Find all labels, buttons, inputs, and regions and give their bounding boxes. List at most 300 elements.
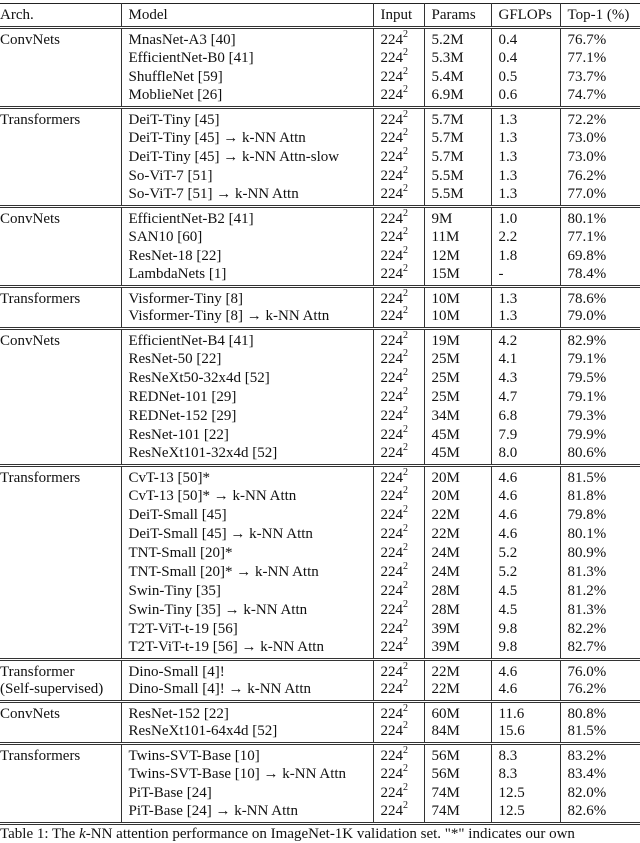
cell-arch (0, 639, 121, 660)
cell-model: PiT-Base [24] → k-NN Attn (121, 803, 373, 824)
cell-params: 20M (424, 487, 491, 506)
table-caption (0, 826, 640, 843)
cell-model: ShuffleNet [59] (121, 68, 373, 87)
cell-model: DeiT-Small [45] (121, 506, 373, 525)
cell-top1: 80.1% (560, 207, 640, 229)
cell-top1: 81.8% (560, 487, 640, 506)
cell-arch (0, 148, 121, 167)
cell-gflops: 9.8 (491, 620, 560, 639)
cell-params: 24M (424, 563, 491, 582)
cell-arch (0, 68, 121, 87)
cell-params: 15M (424, 266, 491, 287)
table-row (0, 148, 640, 167)
input-exponent: 2 (403, 763, 408, 774)
cell-arch: ConvNets (0, 706, 60, 722)
cell-input (373, 702, 424, 724)
input-base: 224 (380, 308, 403, 324)
input-base: 224 (380, 168, 403, 184)
cell-input (373, 487, 424, 506)
cell-input (373, 68, 424, 87)
cell-gflops: - (491, 266, 560, 287)
table-row (0, 228, 640, 247)
input-base: 224 (380, 621, 403, 637)
cell-arch (0, 388, 121, 407)
cell-top1: 83.4% (560, 765, 640, 784)
input-base: 224 (380, 130, 403, 146)
cell-gflops: 4.6 (491, 466, 560, 488)
cell-model: So-ViT-7 [51] (121, 167, 373, 186)
input-exponent: 2 (403, 720, 408, 731)
table-row (0, 487, 640, 506)
caption-prefix: Table 1: The (0, 826, 80, 842)
cell-arch (0, 129, 121, 148)
cell-params: 84M (424, 723, 491, 744)
cell-input (373, 466, 424, 488)
input-exponent: 2 (403, 208, 408, 219)
input-exponent: 2 (403, 467, 408, 478)
input-exponent: 2 (403, 678, 408, 689)
cell-input (373, 525, 424, 544)
cell-arch: Transformers (0, 112, 81, 128)
caption-k: k (79, 826, 86, 842)
cell-gflops: 4.1 (491, 350, 560, 369)
cell-top1: 73.7% (560, 68, 640, 87)
cell-arch: Transformers (0, 470, 81, 486)
input-base: 224 (380, 526, 403, 542)
cell-gflops: 8.3 (491, 765, 560, 784)
cell-gflops: 0.4 (491, 28, 560, 50)
table-row (0, 129, 640, 148)
cell-input (373, 620, 424, 639)
input-base: 224 (380, 291, 403, 307)
input-base: 224 (380, 706, 403, 722)
cell-arch (0, 308, 121, 329)
header-top1: Top-1 (%) (560, 4, 640, 28)
input-exponent: 2 (403, 47, 408, 58)
input-base: 224 (380, 445, 403, 461)
cell-params: 10M (424, 287, 491, 309)
input-exponent: 2 (403, 424, 408, 435)
cell-gflops: 4.6 (491, 681, 560, 702)
input-base: 224 (380, 389, 403, 405)
cell-params: 5.5M (424, 186, 491, 207)
input-base: 224 (380, 470, 403, 486)
cell-arch (0, 506, 121, 525)
input-base: 224 (380, 370, 403, 386)
cell-input (373, 720, 424, 744)
table-row (0, 445, 640, 466)
input-base: 224 (380, 229, 403, 245)
cell-model: CvT-13 [50]* → k-NN Attn (121, 487, 373, 506)
cell-arch (0, 266, 121, 287)
cell-arch (0, 544, 121, 563)
cell-top1: 82.6% (560, 803, 640, 824)
cell-params: 5.3M (424, 49, 491, 68)
cell-input (373, 388, 424, 407)
input-base: 224 (380, 149, 403, 165)
cell-params: 5.4M (424, 68, 491, 87)
cell-model: ResNet-50 [22] (121, 350, 373, 369)
table-row (0, 639, 640, 660)
cell-gflops: 1.3 (491, 308, 560, 329)
input-base: 224 (380, 87, 403, 103)
cell-model: PiT-Base [24] (121, 784, 373, 803)
cell-arch (0, 49, 121, 68)
cell-arch (0, 167, 121, 186)
cell-top1: 81.2% (560, 582, 640, 601)
cell-arch (0, 228, 121, 247)
cell-gflops: 1.3 (491, 129, 560, 148)
cell-params: 25M (424, 369, 491, 388)
cell-input (373, 601, 424, 620)
input-exponent: 2 (403, 245, 408, 256)
cell-arch (0, 369, 121, 388)
cell-top1: 79.9% (560, 426, 640, 445)
input-exponent: 2 (403, 561, 408, 572)
input-exponent: 2 (403, 800, 408, 811)
header-model: Model (121, 4, 373, 28)
cell-arch (0, 563, 121, 582)
table-row (0, 407, 640, 426)
cell-model: EfficientNet-B2 [41] (121, 207, 373, 229)
table-row (0, 784, 640, 803)
table-group (0, 744, 640, 824)
cell-input (373, 49, 424, 68)
cell-input (373, 350, 424, 369)
cell-params: 74M (424, 803, 491, 824)
cell-gflops: 1.3 (491, 167, 560, 186)
cell-arch (0, 407, 121, 426)
cell-gflops: 0.6 (491, 87, 560, 108)
input-base: 224 (380, 748, 403, 764)
input-base: 224 (380, 211, 403, 227)
cell-gflops: 4.6 (491, 506, 560, 525)
cell-model: Dino-Small [4]! (121, 660, 373, 682)
table-row (0, 506, 640, 525)
input-exponent: 2 (403, 367, 408, 378)
cell-params: 5.7M (424, 129, 491, 148)
table-row (0, 329, 640, 351)
input-base: 224 (380, 50, 403, 66)
table-row (0, 723, 640, 744)
table-row (0, 388, 640, 407)
cell-top1: 82.0% (560, 784, 640, 803)
cell-params: 24M (424, 544, 491, 563)
table-group (0, 207, 640, 287)
cell-model: Dino-Small [4]! → k-NN Attn (121, 681, 373, 702)
cell-arch: ConvNets (0, 32, 60, 48)
table-row (0, 582, 640, 601)
cell-model: ResNet-152 [22] (121, 702, 373, 724)
cell-arch (0, 582, 121, 601)
cell-top1: 82.9% (560, 329, 640, 351)
input-exponent: 2 (403, 226, 408, 237)
cell-model: DeiT-Tiny [45] → k-NN Attn-slow (121, 148, 373, 167)
cell-top1: 81.5% (560, 723, 640, 744)
table-group (0, 702, 640, 744)
input-exponent: 2 (403, 442, 408, 453)
cell-top1: 79.0% (560, 308, 640, 329)
cell-gflops: 7.9 (491, 426, 560, 445)
input-exponent: 2 (403, 29, 408, 40)
cell-gflops: 6.8 (491, 407, 560, 426)
header-gflops: GFLOPs (491, 4, 560, 28)
cell-gflops: 4.7 (491, 388, 560, 407)
cell-model: Swin-Tiny [35] → k-NN Attn (121, 601, 373, 620)
cell-params: 60M (424, 702, 491, 724)
cell-input (373, 148, 424, 167)
input-base: 224 (380, 69, 403, 85)
cell-top1: 74.7% (560, 87, 640, 108)
input-exponent: 2 (403, 348, 408, 359)
input-exponent: 2 (403, 599, 408, 610)
cell-top1: 79.8% (560, 506, 640, 525)
cell-input (373, 660, 424, 682)
input-exponent: 2 (403, 405, 408, 416)
input-base: 224 (380, 564, 403, 580)
cell-gflops: 4.5 (491, 601, 560, 620)
cell-model: Twins-SVT-Base [10] → k-NN Attn (121, 765, 373, 784)
table-row (0, 68, 640, 87)
cell-top1: 82.2% (560, 620, 640, 639)
input-exponent: 2 (403, 146, 408, 157)
table-row (0, 466, 640, 488)
cell-arch (0, 784, 121, 803)
cell-params: 56M (424, 744, 491, 766)
cell-params: 22M (424, 506, 491, 525)
cell-model: Swin-Tiny [35] (121, 582, 373, 601)
cell-top1: 77.1% (560, 49, 640, 68)
cell-top1: 79.1% (560, 350, 640, 369)
header-params: Params (424, 4, 491, 28)
input-base: 224 (380, 32, 403, 48)
cell-input (373, 263, 424, 287)
input-base: 224 (380, 427, 403, 443)
cell-top1: 81.3% (560, 601, 640, 620)
table-row (0, 525, 640, 544)
cell-input (373, 544, 424, 563)
cell-gflops: 0.5 (491, 68, 560, 87)
cell-params: 19M (424, 329, 491, 351)
cell-model: LambdaNets [1] (121, 266, 373, 287)
cell-arch (0, 87, 121, 108)
cell-top1: 80.1% (560, 525, 640, 544)
cell-model: Visformer-Tiny [8] → k-NN Attn (121, 308, 373, 329)
cell-gflops: 1.3 (491, 287, 560, 309)
table-row (0, 681, 640, 702)
cell-top1: 79.1% (560, 388, 640, 407)
cell-gflops: 4.6 (491, 487, 560, 506)
input-base: 224 (380, 112, 403, 128)
cell-top1: 76.2% (560, 681, 640, 702)
cell-model: TNT-Small [20]* → k-NN Attn (121, 563, 373, 582)
table-group (0, 287, 640, 329)
cell-params: 5.7M (424, 148, 491, 167)
input-exponent: 2 (403, 580, 408, 591)
cell-params: 5.2M (424, 28, 491, 50)
input-exponent: 2 (403, 636, 408, 647)
cell-arch: Transformer (0, 664, 75, 680)
cell-params: 12M (424, 247, 491, 266)
input-base: 224 (380, 488, 403, 504)
input-exponent: 2 (403, 305, 408, 316)
cell-model: CvT-13 [50]* (121, 466, 373, 488)
table-row (0, 765, 640, 784)
input-exponent: 2 (403, 183, 408, 194)
cell-top1: 72.2% (560, 108, 640, 130)
cell-arch (0, 601, 121, 620)
cell-params: 10M (424, 308, 491, 329)
cell-model: EfficientNet-B0 [41] (121, 49, 373, 68)
input-exponent: 2 (403, 84, 408, 95)
cell-gflops: 11.6 (491, 702, 560, 724)
cell-gflops: 4.2 (491, 329, 560, 351)
cell-top1: 80.8% (560, 702, 640, 724)
cell-top1: 79.3% (560, 407, 640, 426)
cell-model: REDNet-101 [29] (121, 388, 373, 407)
cell-top1: 80.6% (560, 445, 640, 466)
cell-gflops: 1.0 (491, 207, 560, 229)
cell-input (373, 84, 424, 108)
input-base: 224 (380, 408, 403, 424)
cell-params: 45M (424, 445, 491, 466)
cell-params: 20M (424, 466, 491, 488)
cell-input (373, 247, 424, 266)
cell-gflops: 4.3 (491, 369, 560, 388)
cell-params: 5.7M (424, 108, 491, 130)
table-row (0, 702, 640, 724)
cell-input (373, 108, 424, 130)
cell-gflops: 1.3 (491, 186, 560, 207)
cell-gflops: 8.0 (491, 445, 560, 466)
input-base: 224 (380, 266, 403, 282)
cell-input (373, 442, 424, 466)
cell-arch (0, 247, 121, 266)
cell-top1: 76.2% (560, 167, 640, 186)
table-row (0, 563, 640, 582)
table-row (0, 744, 640, 766)
input-exponent: 2 (403, 504, 408, 515)
cell-model: ResNeXt101-32x4d [52] (121, 445, 373, 466)
cell-top1: 80.9% (560, 544, 640, 563)
input-exponent: 2 (403, 661, 408, 672)
cell-gflops: 2.2 (491, 228, 560, 247)
cell-top1: 81.5% (560, 466, 640, 488)
input-exponent: 2 (403, 386, 408, 397)
cell-arch (0, 445, 121, 466)
cell-arch: Transformers (0, 291, 81, 307)
cell-model: ResNeXt101-64x4d [52] (121, 723, 373, 744)
cell-top1: 73.0% (560, 129, 640, 148)
cell-arch (0, 723, 121, 744)
cell-input (373, 563, 424, 582)
cell-gflops: 4.6 (491, 525, 560, 544)
cell-input (373, 129, 424, 148)
table-row (0, 308, 640, 329)
cell-model: DeiT-Tiny [45] → k-NN Attn (121, 129, 373, 148)
cell-top1: 79.5% (560, 369, 640, 388)
cell-input (373, 329, 424, 351)
input-exponent: 2 (403, 165, 408, 176)
cell-model: DeiT-Small [45] → k-NN Attn (121, 525, 373, 544)
cell-params: 28M (424, 582, 491, 601)
cell-arch (0, 525, 121, 544)
cell-input (373, 407, 424, 426)
cell-gflops: 4.6 (491, 660, 560, 682)
cell-gflops: 1.8 (491, 247, 560, 266)
table-row (0, 167, 640, 186)
input-base: 224 (380, 723, 403, 739)
cell-model: REDNet-152 [29] (121, 407, 373, 426)
input-base: 224 (380, 507, 403, 523)
table-row (0, 350, 640, 369)
cell-gflops: 8.3 (491, 744, 560, 766)
cell-params: 39M (424, 639, 491, 660)
cell-input (373, 287, 424, 309)
cell-arch (0, 803, 121, 824)
cell-gflops: 1.3 (491, 148, 560, 167)
cell-top1: 77.0% (560, 186, 640, 207)
cell-params: 25M (424, 388, 491, 407)
input-exponent: 2 (403, 542, 408, 553)
cell-top1: 73.0% (560, 148, 640, 167)
table-group (0, 660, 640, 702)
cell-model: ResNet-18 [22] (121, 247, 373, 266)
input-exponent: 2 (403, 703, 408, 714)
cell-gflops: 5.2 (491, 544, 560, 563)
cell-input (373, 28, 424, 50)
table-row (0, 186, 640, 207)
cell-params: 34M (424, 407, 491, 426)
header-input: Input (373, 4, 424, 28)
cell-input (373, 582, 424, 601)
cell-params: 9M (424, 207, 491, 229)
cell-params: 56M (424, 765, 491, 784)
input-base: 224 (380, 803, 403, 819)
table-row (0, 87, 640, 108)
cell-arch (0, 765, 121, 784)
table-row (0, 49, 640, 68)
input-exponent: 2 (403, 127, 408, 138)
caption-rest: -NN attention performance on ImageNet-1K validation set. "*" indicates our own (85, 826, 575, 842)
cell-params: 22M (424, 681, 491, 702)
table-row (0, 287, 640, 309)
cell-params: 22M (424, 660, 491, 682)
results-table (0, 3, 640, 825)
table-row (0, 660, 640, 682)
cell-model: TNT-Small [20]* (121, 544, 373, 563)
cell-params: 6.9M (424, 87, 491, 108)
table-row (0, 247, 640, 266)
cell-top1: 82.7% (560, 639, 640, 660)
input-base: 224 (380, 186, 403, 202)
input-exponent: 2 (403, 782, 408, 793)
cell-params: 74M (424, 784, 491, 803)
cell-arch: ConvNets (0, 333, 60, 349)
cell-arch (0, 620, 121, 639)
input-exponent: 2 (403, 330, 408, 341)
cell-input (373, 800, 424, 824)
cell-top1: 78.4% (560, 266, 640, 287)
table-group (0, 108, 640, 207)
cell-input (373, 506, 424, 525)
cell-arch: ConvNets (0, 211, 60, 227)
cell-arch (0, 350, 121, 369)
table-row (0, 207, 640, 229)
cell-model: DeiT-Tiny [45] (121, 108, 373, 130)
cell-params: 11M (424, 228, 491, 247)
cell-top1: 81.3% (560, 563, 640, 582)
